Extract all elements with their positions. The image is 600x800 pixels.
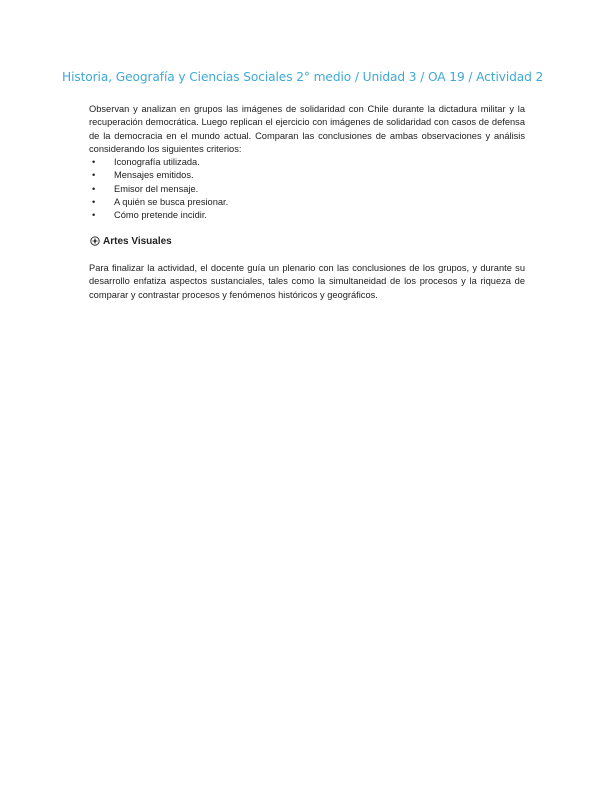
list-item	[89, 196, 525, 209]
activity-content	[89, 103, 525, 302]
bullet-icon: •	[92, 197, 96, 208]
criteria-item-label: Cómo pretende incidir.	[114, 210, 208, 221]
list-item	[89, 169, 525, 182]
activity-instructions: Observan y analizan en grupos las imágenes de solidaridad con Chile durante la dictadura militar y la recuperación democrática. Luego replican el ejercicio con imágenes de solidaridad con casos de defensa de la democracia en el mundo actual. Comparan las conclusiones de ambas observaciones y análisis considerando los siguientes criterios:	[89, 104, 525, 154]
activity-closing: Para finalizar la actividad, el docente guía un plenario con las conclusiones de los grupos, y durante su desarrollo enfatiza aspectos sustanciales, tales como la simultaneidad de los procesos y la riqueza de comparar y contrastar procesos y fenómenos históricos y geográficos.	[89, 262, 525, 300]
compass-rose-icon	[90, 236, 100, 246]
bullet-icon: •	[92, 157, 96, 168]
bullet-icon: •	[92, 170, 96, 181]
bullet-icon: •	[92, 183, 96, 194]
section-heading-label: Artes Visuales	[103, 235, 172, 247]
list-item	[89, 183, 525, 196]
section-heading	[90, 235, 525, 248]
list-item	[89, 209, 525, 222]
criteria-item-label: Mensajes emitidos.	[114, 170, 194, 181]
criteria-item-label: Emisor del mensaje.	[114, 183, 199, 194]
page-title: Historia, Geografía y Ciencias Sociales 2° medio / Unidad 3 / OA 19 / Actividad 2	[62, 70, 544, 84]
criteria-list	[89, 156, 525, 222]
criteria-item-label: Iconografía utilizada.	[114, 157, 200, 168]
list-item	[89, 156, 525, 169]
bullet-icon: •	[92, 210, 96, 221]
criteria-item-label: A quién se busca presionar.	[114, 197, 229, 208]
